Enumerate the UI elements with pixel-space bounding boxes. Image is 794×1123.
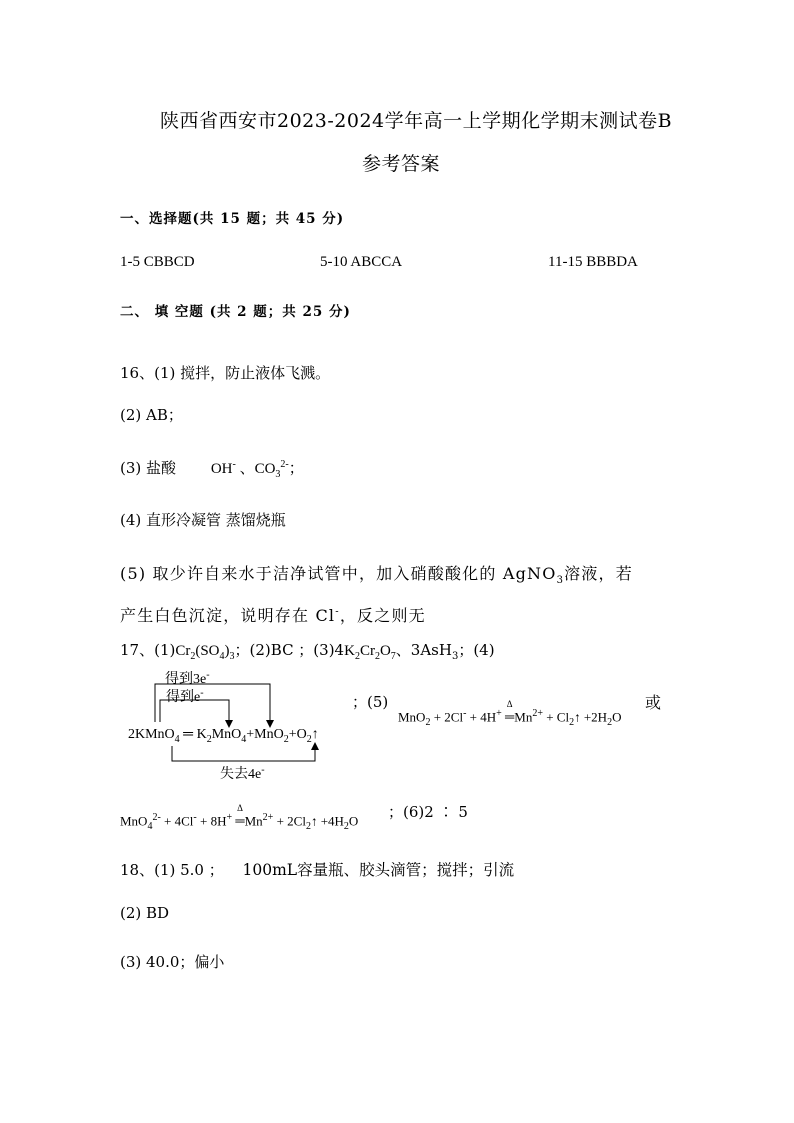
page-subtitle: 参考答案 <box>362 153 441 175</box>
q17-equation-1: MnO$_2$ + 2Cl- + 4H+ $^\Delta$ $═Mn^{2+}$ + $Cl_2↑ +2H_2O$ <box>398 699 622 728</box>
section2-heading: 二、 填 空题 (共 2 题；共 25 分) <box>120 304 351 320</box>
q16-part2: (2) AB； <box>120 406 183 424</box>
electron-transfer-diagram <box>124 668 344 783</box>
label-gain-3e: 得到3e- <box>165 669 210 687</box>
arrow-lose-4e <box>172 746 315 761</box>
q16-part3-label: (3) 盐酸 <box>120 459 177 477</box>
answer-group-3: 11-15 BBBDA <box>548 254 638 270</box>
q16-part5-line1: (5) 取少许自来水于洁净试管中，加入硝酸酸化的 AgNO$_3$溶液，若 <box>120 564 633 587</box>
q17-equation-2: MnO$_4^{2-}$ + 4Cl- + 8H+ $^\Delta$ $═Mn^{2+}$ + $2Cl_2↑ +4H_2O$ <box>120 803 359 832</box>
diagram-equation: 2KMnO$_4$ ═ $K_2MnO_4+MnO_2+O_2↑$ <box>128 727 319 745</box>
answer-group-1: 1-5 CBBCD <box>120 254 195 270</box>
or-label: 或 <box>645 693 662 712</box>
q16-part5-line2: 产生白色沉淀，说明存在 Cl-，反之则无 <box>120 606 426 625</box>
q17-part5-label: ；(5) <box>352 693 389 711</box>
q17-line: 17、$(1)Cr_2(SO_4)_3$；(2)BC ；$(3)4K_2Cr_2O_7$、3AsH$_3$；(4) <box>120 641 495 662</box>
q16-part4: (4) 直形冷凝管 蒸馏烧瓶 <box>120 511 286 529</box>
q17-part6: ；(6)2 ∶ 5 <box>388 803 468 821</box>
label-gain-e: 得到e- <box>166 687 204 705</box>
page-title: 陕西省西安市2023-2024学年高一上学期化学期末测试卷B <box>160 110 673 132</box>
q18-part1: 18、(1) 5.0 ； 100mL容量瓶、胶头滴管；搅拌；引流 <box>120 861 515 879</box>
answer-group-2: 5-10 ABCCA <box>320 254 403 270</box>
section1-heading: 一、选择题(共 15 题；共 45 分) <box>120 211 345 227</box>
label-lose-4e: 失去4e- <box>220 764 265 782</box>
q16-part3 <box>120 457 304 478</box>
q18-part3: (3) 40.0；偏小 <box>120 953 225 971</box>
q18-part2: (2) BD <box>120 904 170 922</box>
q16-part1: 16、(1) 搅拌，防止液体飞溅。 <box>120 364 331 382</box>
q16-part3-ions: OH- 、$CO_3^{2-}$； <box>210 459 304 480</box>
